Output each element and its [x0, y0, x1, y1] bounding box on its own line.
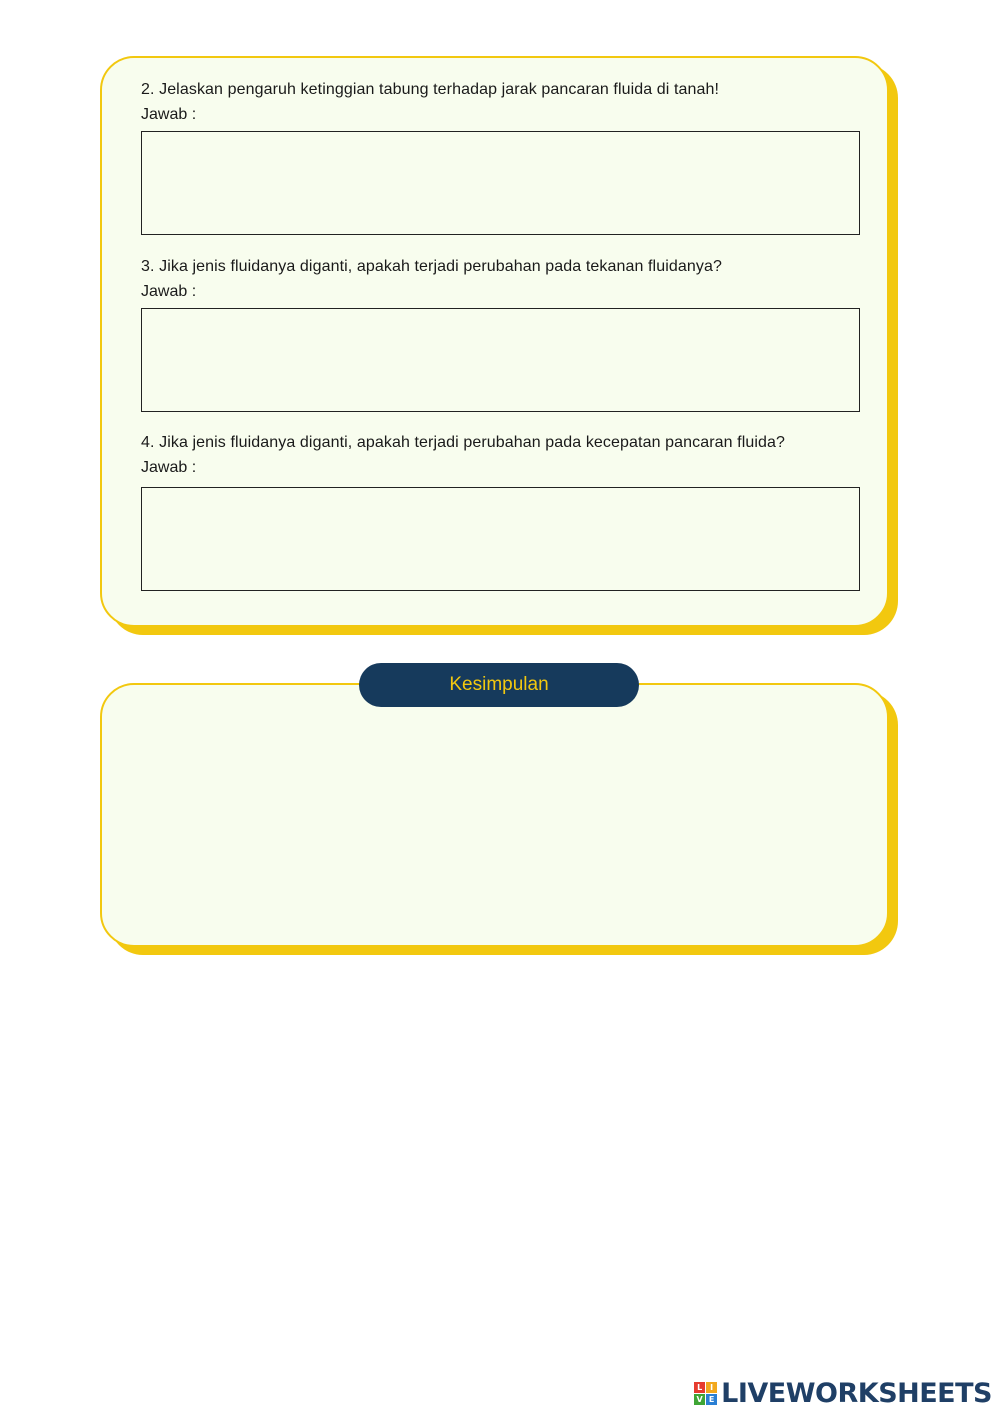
conclusion-title-badge: Kesimpulan — [359, 663, 639, 707]
liveworksheets-logo-icon — [694, 1382, 717, 1405]
question-3-answer-label: Jawab : — [141, 283, 197, 300]
logo-letter-i: I — [706, 1382, 717, 1393]
logo-letter-l: L — [694, 1382, 705, 1393]
watermark-text: LIVEWORKSHEETS — [721, 1378, 992, 1409]
question-4-text: 4. Jika jenis fluidanya diganti, apakah terjadi perubahan pada kecepatan pancaran fluida? — [141, 434, 786, 451]
question-3-text: 3. Jika jenis fluidanya diganti, apakah terjadi perubahan pada tekanan fluidanya? — [141, 258, 722, 275]
liveworksheets-watermark — [694, 1378, 992, 1409]
question-2-answer-label: Jawab : — [141, 106, 197, 123]
logo-letter-v: V — [694, 1394, 705, 1405]
conclusion-card — [100, 683, 889, 947]
question-3-answer-box[interactable] — [141, 308, 860, 412]
question-4-answer-label: Jawab : — [141, 459, 197, 476]
question-4-answer-box[interactable] — [141, 487, 860, 591]
question-2-text: 2. Jelaskan pengaruh ketinggian tabung terhadap jarak pancaran fluida di tanah! — [141, 81, 720, 98]
questions-card — [100, 56, 889, 627]
conclusion-answer-area[interactable] — [122, 725, 867, 925]
question-2-answer-box[interactable] — [141, 131, 860, 235]
logo-letter-e: E — [706, 1394, 717, 1405]
